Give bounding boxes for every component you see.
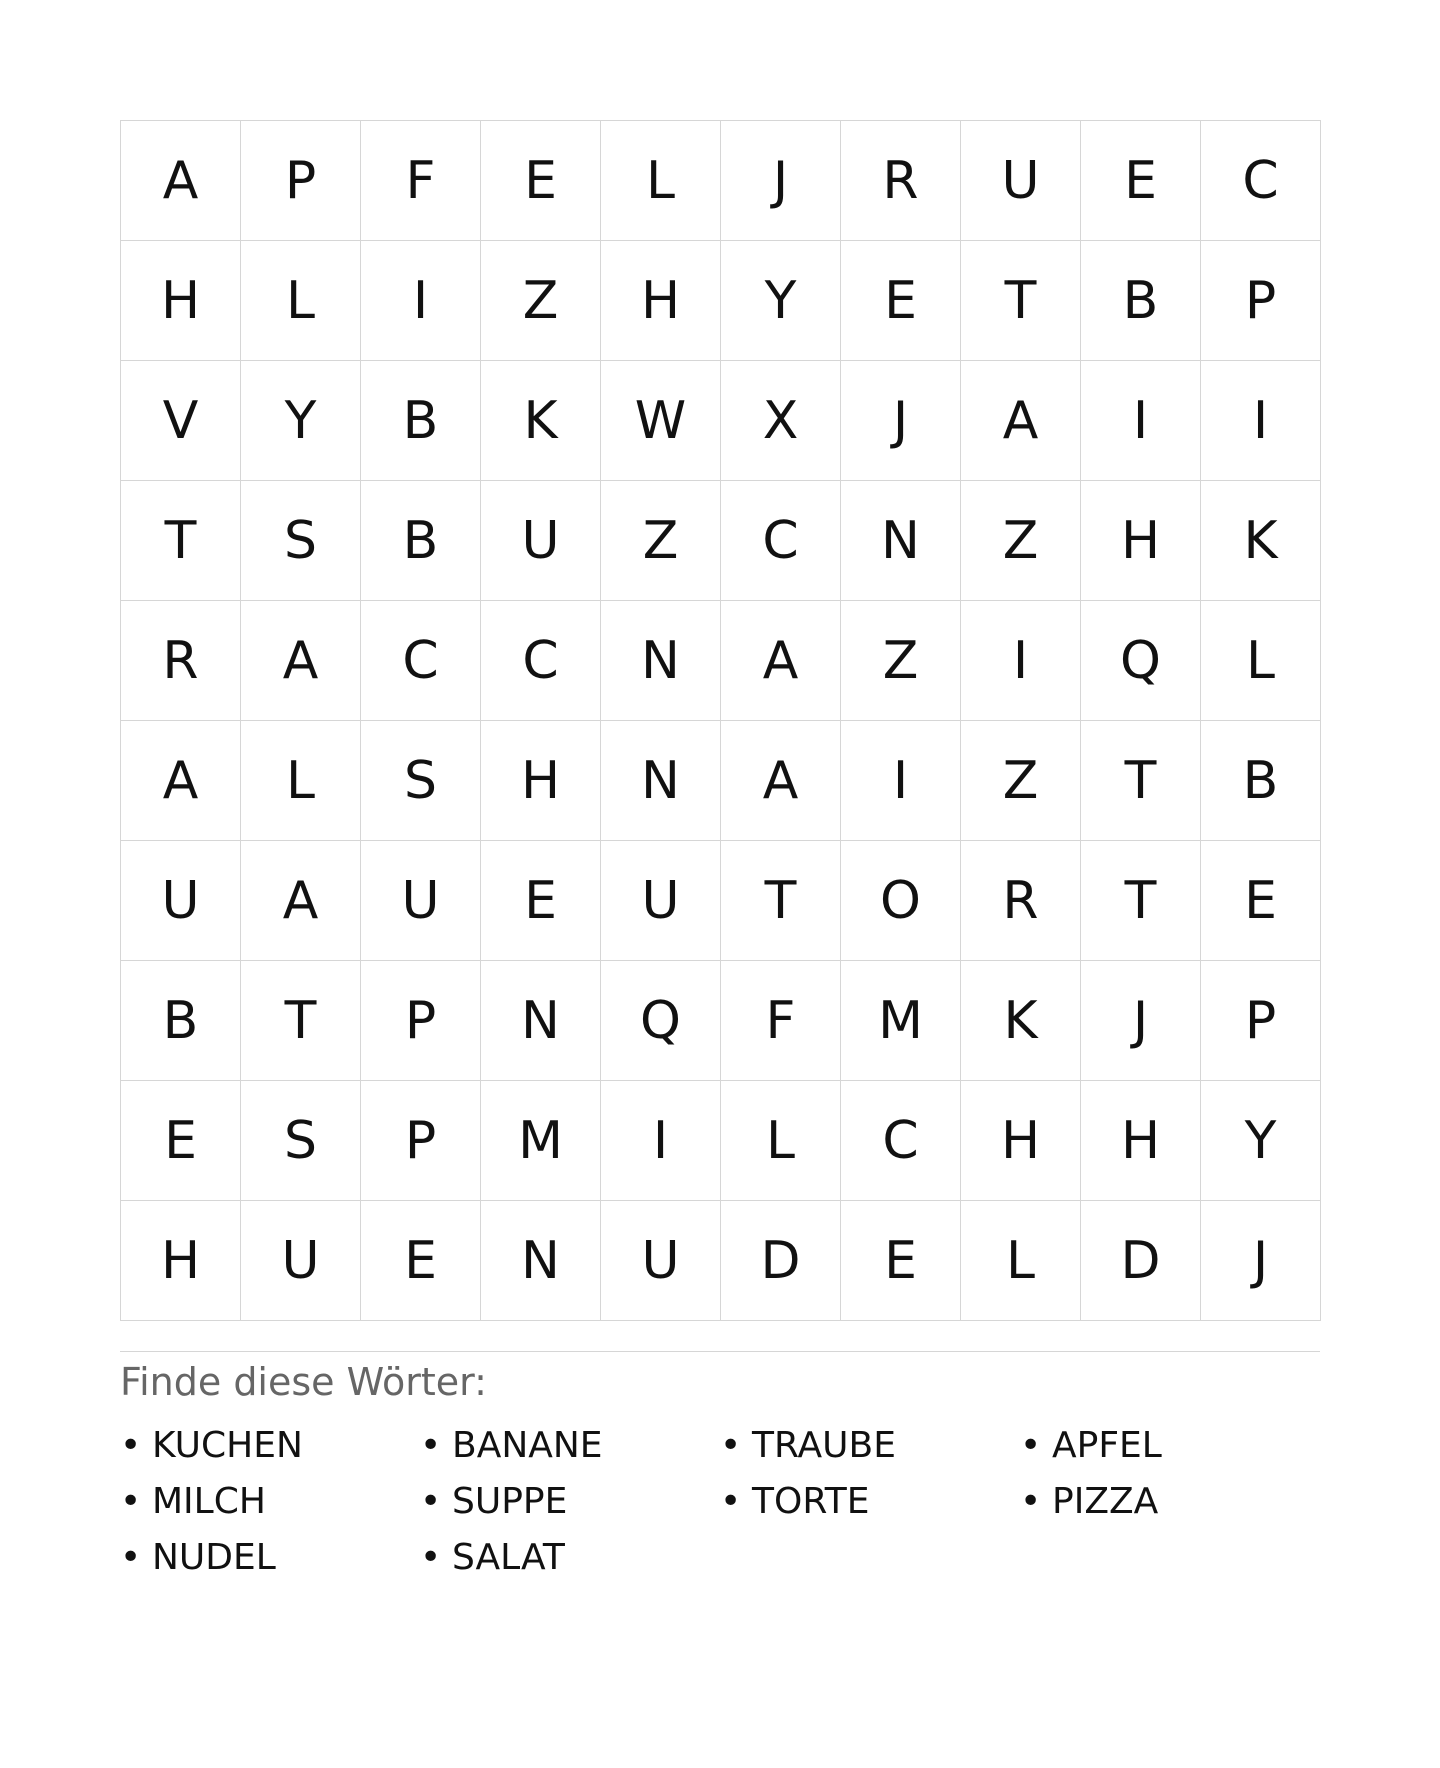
grid-cell[interactable]: L [961,1201,1081,1321]
grid-cell[interactable]: E [1081,121,1201,241]
grid-cell[interactable]: T [121,481,241,601]
grid-cell[interactable]: C [361,601,481,721]
divider [120,1351,1320,1352]
grid-cell[interactable]: R [121,601,241,721]
grid-cell[interactable]: Q [1081,601,1201,721]
bullet-icon: • [120,1425,142,1466]
grid-cell[interactable]: P [361,1081,481,1201]
grid-cell[interactable]: K [481,361,601,481]
grid-cell[interactable]: T [721,841,841,961]
grid-cell[interactable]: H [1081,481,1201,601]
bullet-icon: • [720,1425,742,1466]
grid-cell[interactable]: Y [721,241,841,361]
grid-cell[interactable]: S [241,481,361,601]
grid-cell[interactable]: U [121,841,241,961]
grid-cell[interactable]: T [1081,721,1201,841]
bullet-icon: • [1020,1481,1042,1522]
grid-cell[interactable]: L [721,1081,841,1201]
grid-cell[interactable]: E [841,241,961,361]
grid-cell[interactable]: C [1201,121,1321,241]
grid-cell[interactable]: F [721,961,841,1081]
grid-cell[interactable]: S [241,1081,361,1201]
grid-cell[interactable]: I [361,241,481,361]
grid-cell[interactable]: P [361,961,481,1081]
word-label: BANANE [452,1425,603,1466]
grid-cell[interactable]: A [241,841,361,961]
word-label: KUCHEN [152,1425,303,1466]
grid-cell[interactable]: N [481,961,601,1081]
grid-cell[interactable]: U [601,1201,721,1321]
grid-cell[interactable]: I [1201,361,1321,481]
word-list-title: Finde diese Wörter: [120,1360,487,1404]
grid-cell[interactable]: F [361,121,481,241]
grid-cell[interactable]: Y [241,361,361,481]
grid-cell[interactable]: A [721,721,841,841]
grid-cell[interactable]: C [841,1081,961,1201]
bullet-icon: • [420,1425,442,1466]
grid-cell[interactable]: L [601,121,721,241]
word-list-item [720,1474,1020,1530]
grid-cell[interactable]: E [361,1201,481,1321]
word-list-item [120,1530,420,1586]
word-list [120,1418,1320,1586]
grid-cell[interactable]: Q [601,961,721,1081]
grid-cell[interactable]: O [841,841,961,961]
grid-cell[interactable]: A [121,121,241,241]
grid-cell[interactable]: Z [961,721,1081,841]
bullet-icon: • [120,1537,142,1578]
grid-cell[interactable]: M [841,961,961,1081]
grid-cell[interactable]: N [601,601,721,721]
grid-cell[interactable]: E [1201,841,1321,961]
grid-cell[interactable]: J [841,361,961,481]
grid-cell[interactable]: J [1081,961,1201,1081]
word-label: MILCH [152,1481,266,1522]
grid-cell[interactable]: H [1081,1081,1201,1201]
grid-cell[interactable]: Z [841,601,961,721]
word-label: SALAT [452,1537,565,1578]
grid-cell[interactable]: Z [961,481,1081,601]
bullet-icon: • [120,1481,142,1522]
grid-cell[interactable]: A [721,601,841,721]
grid-cell[interactable]: T [241,961,361,1081]
grid-cell[interactable]: A [121,721,241,841]
word-list-item [420,1418,720,1474]
grid-cell[interactable]: T [961,241,1081,361]
grid-cell[interactable]: E [841,1201,961,1321]
grid-cell[interactable]: Z [481,241,601,361]
word-label: TORTE [752,1481,870,1522]
grid-cell[interactable]: N [601,721,721,841]
word-label: NUDEL [152,1537,276,1578]
grid-cell[interactable]: H [961,1081,1081,1201]
grid-cell[interactable]: Z [601,481,721,601]
word-label: SUPPE [452,1481,568,1522]
word-search-puzzle [120,120,1320,1586]
word-list-item [120,1474,420,1530]
grid-cell[interactable]: D [1081,1201,1201,1321]
word-list-item [420,1530,720,1586]
grid-cell[interactable]: R [961,841,1081,961]
word-label: APFEL [1052,1425,1162,1466]
grid-cell[interactable]: C [721,481,841,601]
grid-cell[interactable]: M [481,1081,601,1201]
grid-cell[interactable]: I [841,721,961,841]
grid-cell[interactable]: S [361,721,481,841]
grid-cell[interactable]: E [121,1081,241,1201]
word-list-item [1020,1474,1320,1530]
grid-cell[interactable]: B [361,361,481,481]
word-list-item [1020,1418,1320,1474]
grid-cell[interactable]: J [721,121,841,241]
word-label: PIZZA [1052,1481,1159,1522]
grid-cell[interactable]: W [601,361,721,481]
grid-cell[interactable]: Y [1201,1081,1321,1201]
grid-cell[interactable]: N [481,1201,601,1321]
grid-cell[interactable]: R [841,121,961,241]
bullet-icon: • [1020,1425,1042,1466]
grid-cell[interactable]: J [1201,1201,1321,1321]
grid-cell[interactable]: U [481,481,601,601]
grid-cell[interactable]: N [841,481,961,601]
grid-cell[interactable]: X [721,361,841,481]
grid-cell[interactable]: V [121,361,241,481]
grid-cell[interactable]: P [1201,241,1321,361]
grid-cell[interactable]: B [1201,721,1321,841]
grid-cell[interactable]: A [241,601,361,721]
grid-cell[interactable]: B [1081,241,1201,361]
grid-cell[interactable]: C [481,601,601,721]
word-list-item [120,1418,420,1474]
grid-cell[interactable]: B [361,481,481,601]
grid-cell[interactable]: H [601,241,721,361]
grid-cell[interactable]: L [241,241,361,361]
grid-cell[interactable]: D [721,1201,841,1321]
word-list-item [720,1418,1020,1474]
grid-cell[interactable]: L [241,721,361,841]
word-label: TRAUBE [752,1425,896,1466]
grid-cell[interactable]: K [961,961,1081,1081]
grid-cell[interactable]: E [481,121,601,241]
word-list-item [420,1474,720,1530]
grid-cell[interactable]: B [121,961,241,1081]
grid-cell[interactable]: E [481,841,601,961]
grid-cell[interactable]: A [961,361,1081,481]
bullet-icon: • [420,1537,442,1578]
grid-cell[interactable]: L [1201,601,1321,721]
bullet-icon: • [720,1481,742,1522]
grid-cell[interactable]: I [1081,361,1201,481]
grid-cell[interactable]: T [1081,841,1201,961]
grid-cell[interactable]: P [1201,961,1321,1081]
bullet-icon: • [420,1481,442,1522]
letter-grid [120,120,1321,1321]
grid-cell[interactable]: I [601,1081,721,1201]
grid-cell[interactable]: H [481,721,601,841]
grid-cell[interactable]: K [1201,481,1321,601]
grid-cell[interactable]: P [241,121,361,241]
grid-cell[interactable]: U [601,841,721,961]
grid-cell[interactable]: U [961,121,1081,241]
grid-cell[interactable]: H [121,1201,241,1321]
grid-cell[interactable]: H [121,241,241,361]
grid-cell[interactable]: U [241,1201,361,1321]
grid-cell[interactable]: U [361,841,481,961]
grid-cell[interactable]: I [961,601,1081,721]
